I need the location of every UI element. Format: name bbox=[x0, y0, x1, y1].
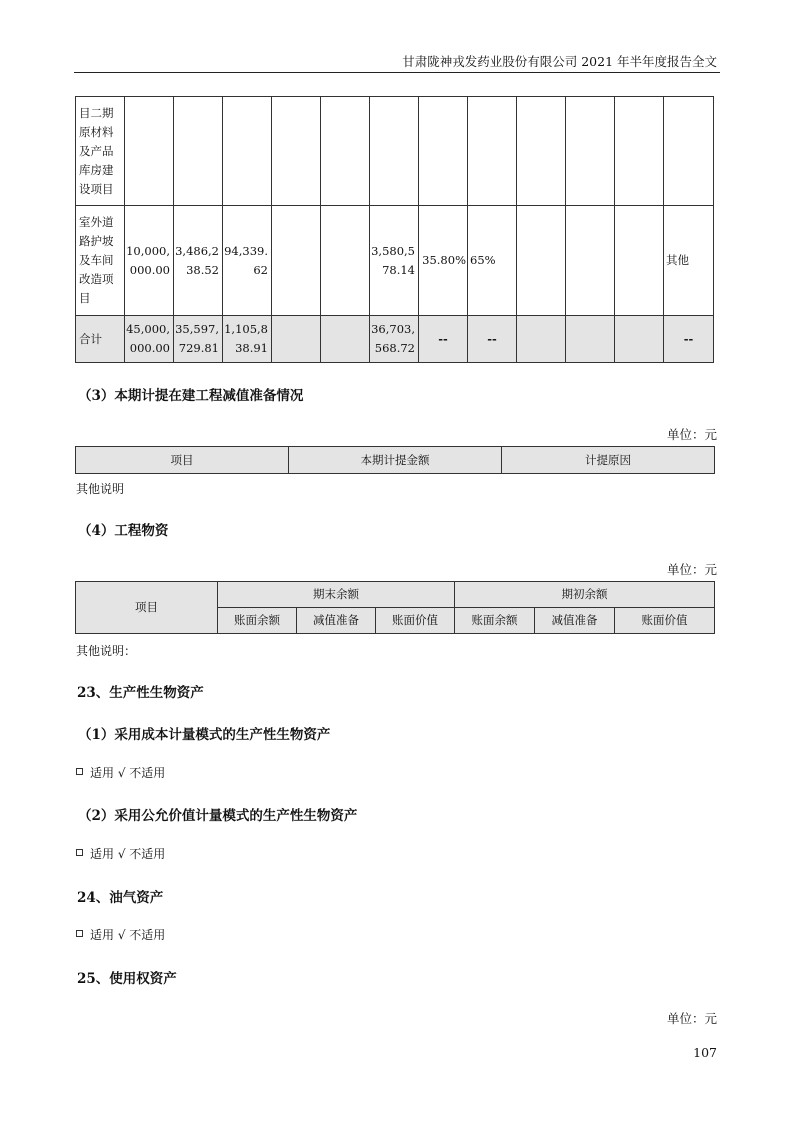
table-cell: 35,597,729.81 bbox=[174, 316, 223, 363]
table-cell: 94,339.62 bbox=[223, 206, 272, 316]
column-header: 账面价值 bbox=[376, 608, 455, 634]
table-cell bbox=[517, 316, 566, 363]
row-name-cell: 目二期原材料及产品库房建设项目 bbox=[76, 97, 125, 206]
column-header: 项目 bbox=[76, 447, 289, 474]
construction-in-progress-table bbox=[75, 96, 714, 363]
unit-label: 单位：元 bbox=[666, 1011, 717, 1026]
table-row bbox=[76, 97, 714, 206]
checkbox-icon bbox=[76, 849, 83, 856]
table-cell bbox=[517, 206, 566, 316]
engineering-materials-table bbox=[75, 581, 715, 634]
table-cell bbox=[566, 316, 615, 363]
checkbox-icon bbox=[76, 930, 83, 937]
table-cell bbox=[370, 97, 419, 206]
option-text: 适用 √ 不适用 bbox=[90, 847, 166, 861]
table-cell bbox=[223, 97, 272, 206]
table-cell bbox=[468, 97, 517, 206]
applicability-option bbox=[76, 764, 165, 781]
report-header-title: 甘肃陇神戎发药业股份有限公司 2021 年半年度报告全文 bbox=[402, 54, 717, 69]
table-total-row bbox=[76, 316, 714, 363]
table-cell: 35.80% bbox=[419, 206, 468, 316]
unit-label: 单位：元 bbox=[666, 427, 717, 442]
table-header-row bbox=[76, 447, 715, 474]
option-text: 适用 √ 不适用 bbox=[90, 928, 166, 942]
column-header: 账面价值 bbox=[615, 608, 715, 634]
table-cell bbox=[272, 97, 321, 206]
table-cell bbox=[566, 206, 615, 316]
table-header-row bbox=[76, 582, 715, 608]
section-23-heading: 23、生产性生物资产 bbox=[77, 685, 204, 701]
table-row bbox=[76, 206, 714, 316]
impairment-provision-table bbox=[75, 446, 715, 474]
column-group-header: 期末余额 bbox=[218, 582, 455, 608]
row-name-cell: 合计 bbox=[76, 316, 125, 363]
section-24-heading: 24、油气资产 bbox=[77, 890, 164, 906]
row-name-cell: 室外道路护坡及车间改造项目 bbox=[76, 206, 125, 316]
other-notes: 其他说明 bbox=[76, 482, 125, 496]
unit-label: 单位：元 bbox=[666, 562, 717, 577]
table-cell bbox=[566, 97, 615, 206]
table-cell: 65% bbox=[468, 206, 517, 316]
table-cell: 其他 bbox=[664, 206, 714, 316]
applicability-option bbox=[76, 845, 165, 862]
column-header: 项目 bbox=[76, 582, 218, 634]
header-rule bbox=[74, 72, 720, 73]
table-cell bbox=[321, 206, 370, 316]
table-cell bbox=[272, 206, 321, 316]
section-25-heading: 25、使用权资产 bbox=[77, 971, 177, 987]
table-cell bbox=[272, 316, 321, 363]
table-cell: 1,105,838.91 bbox=[223, 316, 272, 363]
table-cell bbox=[321, 316, 370, 363]
table-cell: -- bbox=[419, 316, 468, 363]
column-header: 减值准备 bbox=[297, 608, 376, 634]
checkbox-icon bbox=[76, 768, 83, 775]
section-23-sub-2: （2）采用公允价值计量模式的生产性生物资产 bbox=[78, 808, 358, 824]
table-cell: 3,580,578.14 bbox=[370, 206, 419, 316]
table-cell bbox=[321, 97, 370, 206]
table-cell: 3,486,238.52 bbox=[174, 206, 223, 316]
table-cell: -- bbox=[468, 316, 517, 363]
column-header: 账面余额 bbox=[218, 608, 297, 634]
table-cell: 10,000,000.00 bbox=[125, 206, 174, 316]
column-header: 减值准备 bbox=[535, 608, 615, 634]
table-cell: 45,000,000.00 bbox=[125, 316, 174, 363]
page-number: 107 bbox=[693, 1045, 717, 1060]
column-group-header: 期初余额 bbox=[455, 582, 715, 608]
section-4-heading: （4）工程物资 bbox=[78, 523, 169, 539]
section-3-heading: （3）本期计提在建工程减值准备情况 bbox=[78, 388, 304, 404]
column-header: 本期计提金额 bbox=[289, 447, 502, 474]
table-cell bbox=[125, 97, 174, 206]
table-cell: -- bbox=[664, 316, 714, 363]
table-cell bbox=[615, 316, 664, 363]
column-header: 账面余额 bbox=[455, 608, 535, 634]
table-cell bbox=[174, 97, 223, 206]
applicability-option bbox=[76, 926, 165, 943]
table-cell bbox=[419, 97, 468, 206]
section-23-sub-1: （1）采用成本计量模式的生产性生物资产 bbox=[78, 727, 331, 743]
column-header: 计提原因 bbox=[502, 447, 715, 474]
table-cell bbox=[664, 97, 714, 206]
other-notes: 其他说明： bbox=[76, 644, 137, 658]
table-cell bbox=[615, 97, 664, 206]
table-cell: 36,703,568.72 bbox=[370, 316, 419, 363]
table-cell bbox=[517, 97, 566, 206]
option-text: 适用 √ 不适用 bbox=[90, 766, 166, 780]
table-cell bbox=[615, 206, 664, 316]
